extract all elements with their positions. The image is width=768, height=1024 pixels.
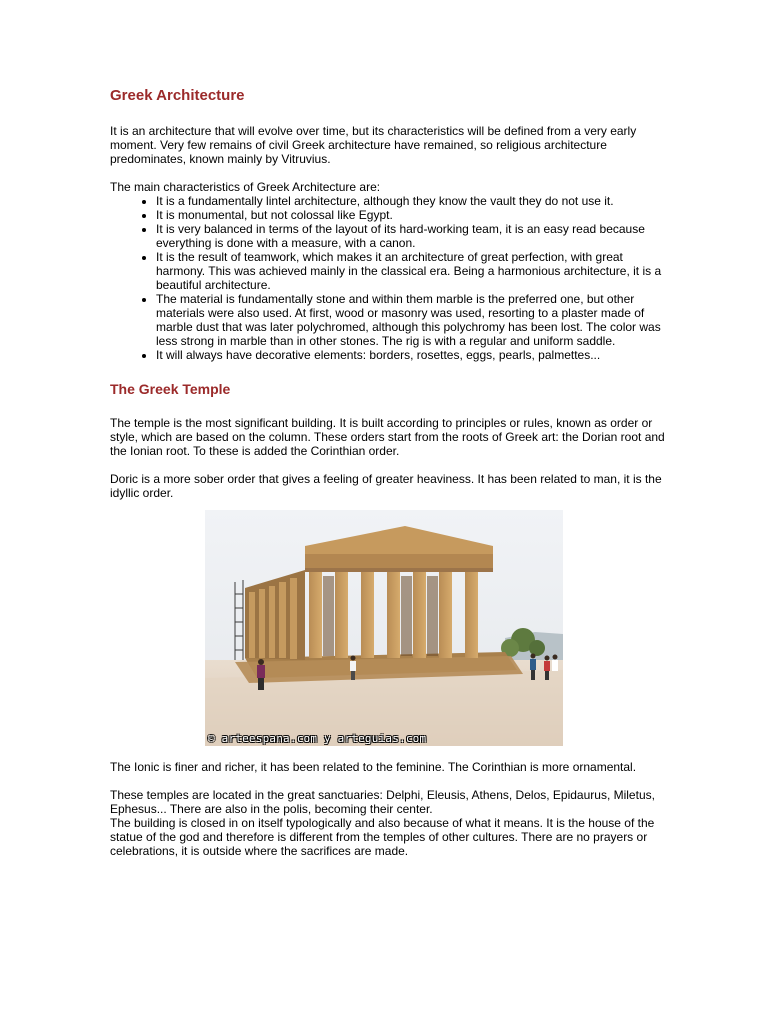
temple-paragraph-2: Doric is a more sober order that gives a feeling of greater heaviness. It has been related to man, it is the idyllic order. bbox=[110, 472, 662, 500]
list-item: • It is very balanced in terms of the layout of its hard-working team, it is an easy read because everything is done with a measure, with a canon. bbox=[156, 222, 670, 250]
list-intro: The main characteristics of Greek Architecture are: bbox=[110, 180, 381, 194]
temple-photo bbox=[205, 510, 563, 746]
heading-greek-architecture: Greek Architecture bbox=[110, 87, 245, 104]
heading-greek-temple: The Greek Temple bbox=[110, 381, 231, 397]
characteristics-list bbox=[110, 194, 670, 362]
temple-paragraph-1: The temple is the most significant building. It is built according to principles or rules, known as order or style, which are based on the column. These orders start from the roots of Greek art: the Dorian root and the Ionian root. To these is added the Corinthian order. bbox=[110, 416, 665, 458]
image-credit: © arteespana.com y arteguias.com bbox=[208, 732, 427, 745]
list-item: • It is monumental, but not colossal like Egypt. bbox=[156, 208, 670, 222]
intro-paragraph: It is an architecture that will evolve over time, but its characteristics will be defined from a very early moment. Very few remains of civil Greek architecture have remained, so religious architecture predominates, known mainly by Vitruvius. bbox=[110, 124, 637, 166]
list-item: • It is the result of teamwork, which makes it an architecture of great perfection, with great harmony. This was achieved mainly in the classical era. Being a harmonious architecture, it is a beautiful architecture. bbox=[156, 250, 670, 292]
list-item: • The material is fundamentally stone and within them marble is the preferred one, but other materials were also used. At first, wood or masonry was used, resorting to a plaster made of marble dust that was later polychromed, although this polychromy has been lost. The color was less strong in marble than in other stones. The rig is with a regular and uniform saddle. bbox=[156, 292, 670, 348]
temple-paragraph-5: The building is closed in on itself typologically and also because of what it means. It is the house of the statue of the god and therefore is different from the temples of other cultures. There are no prayers or celebrations, it is outside where the sacrifices are made. bbox=[110, 816, 655, 858]
temple-paragraph-3: The Ionic is finer and richer, it has been related to the feminine. The Corinthian is more ornamental. bbox=[110, 760, 637, 774]
document-content bbox=[110, 86, 670, 858]
temple-illustration bbox=[205, 510, 563, 746]
list-item: • It is a fundamentally lintel architecture, although they know the vault they do not use it. bbox=[156, 194, 670, 208]
temple-paragraph-4: These temples are located in the great sanctuaries: Delphi, Eleusis, Athens, Delos, Epidaurus, Miletus, Ephesus... There are also in the polis, becoming their center. bbox=[110, 788, 655, 816]
list-item: • It will always have decorative elements: borders, rosettes, eggs, pearls, palmettes... bbox=[156, 348, 670, 362]
